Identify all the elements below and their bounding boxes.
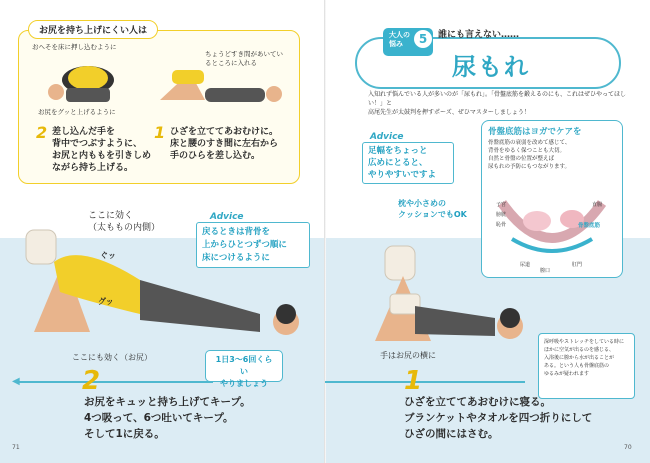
tag-number: 5 [414, 30, 432, 48]
sfx-2: グッ [98, 297, 114, 306]
illustration-lying-hands-under [150, 60, 290, 110]
tag-adult-concern: 大人の 悩み [383, 28, 433, 56]
page-gutter [324, 0, 326, 463]
diagram-label-rectum: 直腸 [592, 202, 603, 208]
tip-box-title: お尻を持ち上げにくい人は [28, 20, 158, 39]
step1-text: ひざを立ててあおむけに寝る。 ブランケットやタオルを四つ折りにして ひざの間にはさむ。 [404, 396, 593, 440]
step2-text: お尻をキュッと持ち上げてキープ。 4つ吸って、6つ吐いてキープ。 そして1に戻る。 [84, 396, 251, 440]
advice-box-left: 戻るときは背骨を 上からひとつずつ順に 床につけるように [196, 222, 310, 268]
diagram-label-urethra: 尿道 [520, 262, 531, 268]
side-note: 深呼吸やストレッチをしている時に ほかに空気が出るのを感じる、 入浴後に膣から水が出ることが ある。という人も骨盤底筋の ゆるみが疑われます [538, 333, 635, 399]
note-navel: おへそを床に押し込むように [32, 43, 117, 51]
page-number-right: 70 [624, 444, 632, 451]
advice-label-right: Advice [370, 132, 404, 142]
diagram-label-pelvic-floor: 骨盤底筋 [578, 223, 601, 229]
step2-number: 2 [82, 366, 101, 396]
info-title: 骨盤底筋はヨガでケアを [488, 127, 582, 137]
box-step2-number: 2 [36, 123, 48, 142]
info-body: 骨盤底筋の衰弱を改めて感じて、 背骨をゆるく保つことも大切。 自然と骨盤の位置が整えば 尿もれの予防にもつながります。 [488, 140, 571, 170]
note-buttocks: お尻をグッと上げるように [38, 108, 116, 116]
diagram-label-pubic-bone: 恥骨 [496, 222, 507, 228]
subtitle: 誰にも言えない…… [438, 30, 520, 40]
step-arrow-line-right [325, 381, 525, 383]
label-inner-thigh: ここに効く （太ももの内側） [88, 211, 161, 233]
box-step1-text: ひざを立ててあおむけに。 床と腰のすき間に左右から 手のひらを差し込む。 [170, 127, 279, 161]
box-step2-text: 差し込んだ手を 背中でつぶすように、 お尻と内ももを引きしめ ながら持ち上げる。 [52, 127, 152, 173]
illustration-knees-bent-pose [345, 236, 535, 348]
diagram-label-anus: 肛門 [572, 262, 583, 268]
label-buttocks: ここにも効く（お尻） [72, 353, 152, 362]
advice-box-right: 足幅をちょっと 広めにとると、 やりやすいですよ [362, 142, 454, 184]
box-step1-number: 1 [154, 123, 166, 142]
diagram-label-vaginal-opening: 膣口 [540, 268, 551, 274]
reps-note: 1日3〜6回くらい やりましょう [205, 350, 283, 382]
advice-label-left: Advice [210, 212, 244, 222]
intro-text: 入知れず悩んでいる人が多いのが「尿もれ」。「骨盤底筋を鍛えるのにも、これはぜひやってほしい！」と 高尾先生が太鼓判を押すポーズ、ぜひマスターしましょう！ [368, 91, 627, 116]
note-gap: ちょうどすき間があいているところに入れる [205, 50, 283, 67]
illustration-hips-raised [36, 48, 136, 108]
arrow-left-icon: ◀ [12, 376, 20, 387]
page-title: 尿もれ [452, 53, 530, 81]
label-hands: 手はお尻の横に [380, 351, 436, 360]
diagram-label-uterus: 子宮 [496, 202, 507, 208]
step-arrow-line [18, 381, 213, 383]
step1-number: 1 [404, 366, 423, 396]
sfx-1: ぐッ [100, 251, 116, 260]
diagram-label-bladder: 膀胱 [496, 212, 507, 218]
pillow-note: 枕や小さめの クッションでもOK [398, 199, 467, 219]
page-number-left: 71 [12, 444, 20, 451]
